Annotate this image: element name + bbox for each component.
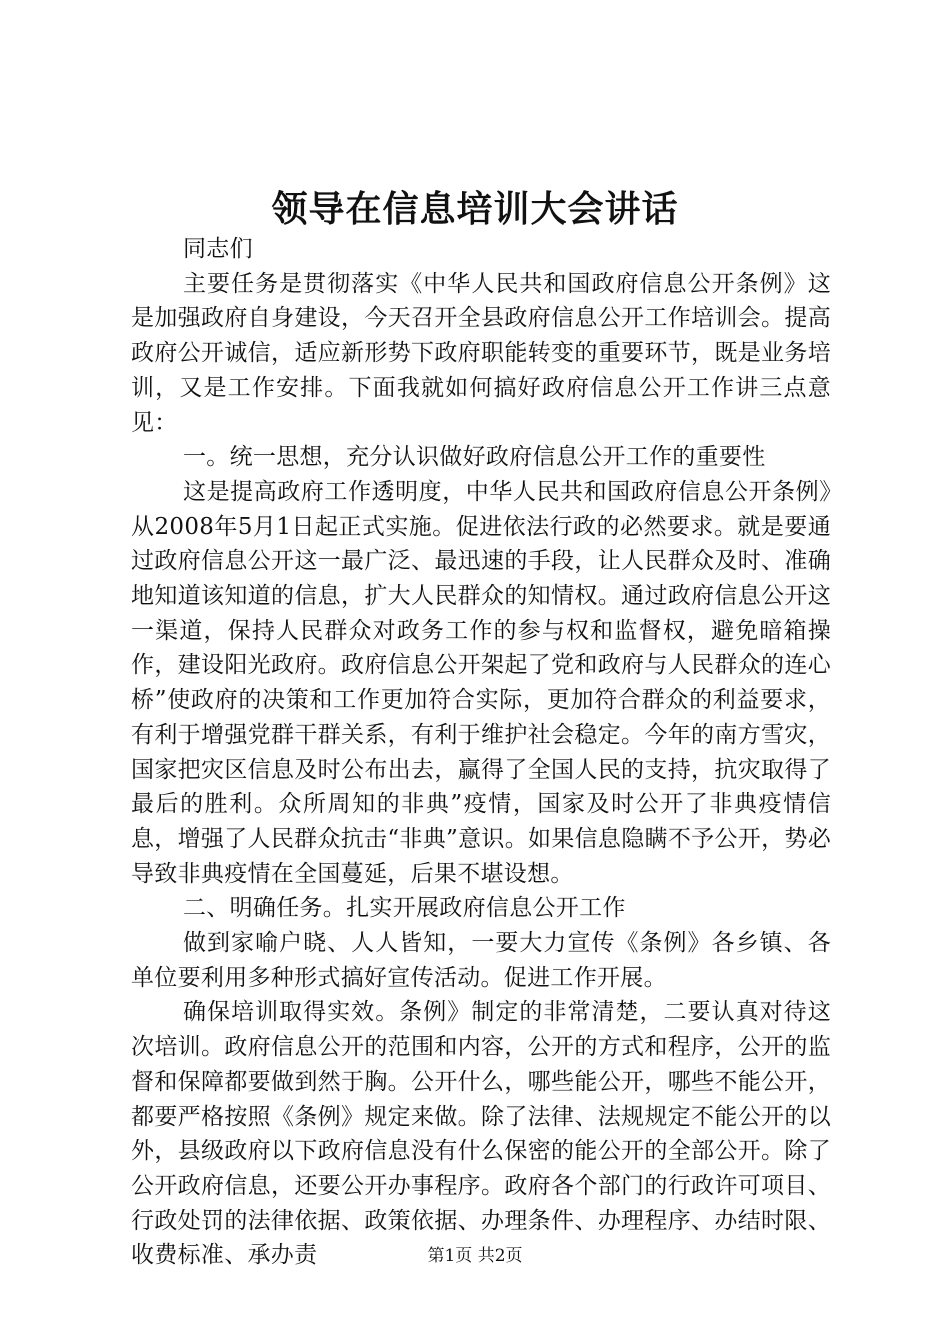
paragraph-section-1: 这是提高政府工作透明度，中华人民共和国政府信息公开条例》从2008年5月1日起正式实施。促进依法行政的必然要求。就是要通过政府信息公开这一最广泛、最迅速的手段，让人民群众及时、准确地知道该知道的信息，扩大人民群众的知情权。通过政府信息公开这一渠道，保持人民群众对政务工作的参与权和监督权，避免暗箱操作，建设阳光政府。政府信息公开架起了党和政府与人民群众的连心桥”使政府的决策和工作更加符合实际，更加符合群众的利益要求，有利于增强党群干群关系，有利于维护社会稳定。今年的南方雪灾，国家把灾区信息及时公布出去，赢得了全国人民的支持，抗灾取得了最后的胜利。众所周知的非典”疫情，国家及时公开了非典疫情信息，增强了人民群众抗击“非典”意识。如果信息隐瞒不予公开，势必导致非典疫情在全国蔓延，后果不堪设想。 [131,478,831,887]
salutation: 同志们 [183,236,253,262]
section-heading-2: 二、明确任务。扎实开展政府信息公开工作 [183,895,626,922]
page-number-footer: 第1页 共2页 [427,1246,523,1266]
document-body [131,232,831,1273]
document-title: 领导在信息培训大会讲话 [271,188,679,230]
paragraph-training: 确保培训取得实效。条例》制定的非常清楚，二要认真对待这次培训。政府信息公开的范围和内容，公开的方式和程序，公开的监督和保障都要做到然于胸。公开什么，哪些能公开，哪些不能公开，都要严格按照《条例》规定来做。除了法律、法规规定不能公开的以外，县级政府以下政府信息没有什么保密的能公开的全部公开。除了公开政府信息，还要公开办事程序。政府各个部门的行政许可项目、行政处罚的法律依据、政策依据、办理条件、办理程序、办结时限、收费标准、承办责 [131,999,831,1269]
paragraph-publicity: 做到家喻户晓、人人皆知，一要大力宣传《条例》各乡镇、各单位要利用多种形式搞好宣传活动。促进工作开展。 [131,930,831,991]
paragraph-intro: 主要任务是贯彻落实《中华人民共和国政府信息公开条例》这是加强政府自身建设，今天召开全县政府信息公开工作培训会。提高政府公开诚信，适应新形势下政府职能转变的重要环节，既是业务培训，又是工作安排。下面我就如何搞好政府信息公开工作讲三点意见： [131,270,831,436]
section-heading-1: 一。统一思想，充分认识做好政府信息公开工作的重要性 [183,444,766,471]
